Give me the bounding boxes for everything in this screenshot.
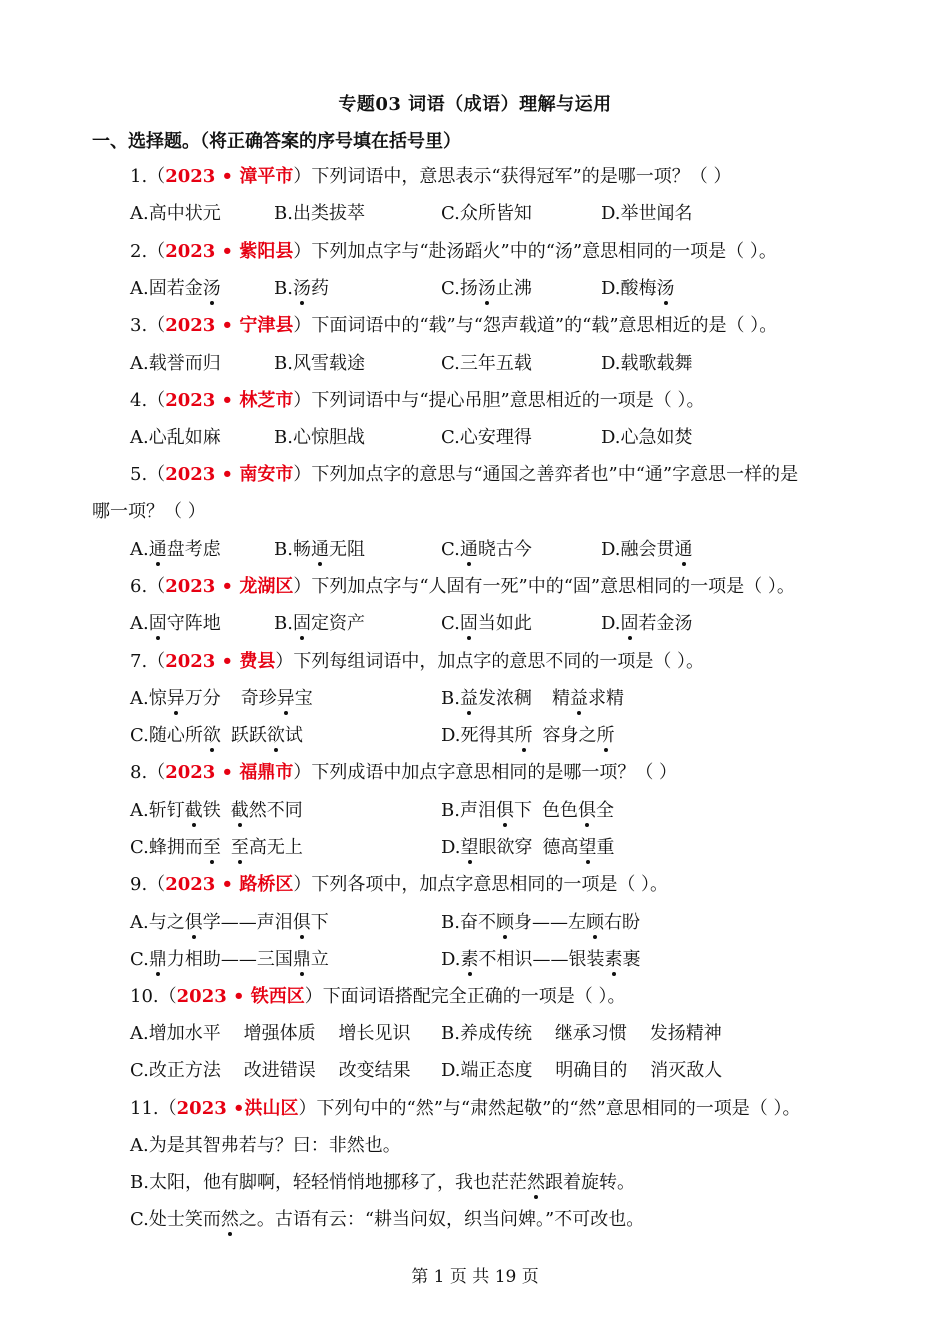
option-b: B.奋不顾身——左顾右盼	[441, 912, 640, 933]
option-d: D.举世闻名	[601, 203, 693, 224]
option-c: C.鼎力相助——三国鼎立	[130, 949, 329, 970]
section-heading: 一、选择题。（将正确答案的序号填在括号里）	[92, 131, 461, 152]
option-a: A.固若金汤	[130, 278, 221, 299]
option-b: B.养成传统 继承习惯 发扬精神	[441, 1023, 722, 1044]
question-1: 1.（2023 • 漳平市）下列词语中，意思表示“获得冠军”的是哪一项？（ ）	[130, 166, 732, 187]
question-7: 7.（2023 • 费县）下列每组词语中，加点字的意思不同的一项是（ ）。	[130, 651, 705, 672]
question-5-continuation: 哪一项？（ ）	[92, 501, 206, 522]
option-a: A.载誉而归	[130, 353, 221, 374]
option-b: B.太阳，他有脚啊，轻轻悄悄地挪移了，我也茫茫然跟着旋转。	[130, 1172, 635, 1193]
option-d: D.载歌载舞	[601, 353, 693, 374]
option-d: D.死得其所 容身之所	[441, 725, 615, 746]
option-a: A.惊异万分 奇珍异宝	[130, 688, 313, 709]
option-b: B.风雪载途	[274, 353, 365, 374]
option-b: B.畅通无阻	[274, 539, 365, 560]
option-d: D.酸梅汤	[601, 278, 675, 299]
option-b: B.声泪俱下 色色俱全	[441, 800, 614, 821]
option-d: D.望眼欲穿 德高望重	[441, 837, 615, 858]
option-b: B.益发浓稠 精益求精	[441, 688, 624, 709]
question-5: 5.（2023 • 南安市）下列加点字的意思与“通国之善弈者也”中“通”字意思一样的是	[130, 464, 799, 485]
question-3: 3.（2023 • 宁津县）下面词语中的“载”与“怨声载道”的“载”意思相近的是（ ）。	[130, 315, 778, 336]
option-a: A.与之俱学——声泪俱下	[130, 912, 329, 933]
option-b: B.固定资产	[274, 613, 365, 634]
option-a: A.增加水平 增强体质 增长见识	[130, 1023, 411, 1044]
option-c: C.处士笑而然之。古语有云：“耕当问奴，织当问婢。”不可改也。	[130, 1209, 645, 1230]
option-b: B.心惊胆战	[274, 427, 365, 448]
option-d: D.心急如焚	[601, 427, 693, 448]
question-2: 2.（2023 • 紫阳县）下列加点字与“赴汤蹈火”中的“汤”意思相同的一项是（ ）。	[130, 241, 777, 262]
option-a: A.心乱如麻	[130, 427, 221, 448]
question-4: 4.（2023 • 林芝市）下列词语中与“提心吊胆”意思相近的一项是（ ）。	[130, 390, 705, 411]
question-6: 6.（2023 • 龙湖区）下列加点字与“人固有一死”中的“固”意思相同的一项是（ ）。	[130, 576, 795, 597]
option-c: C.固当如此	[441, 613, 532, 634]
question-10: 10.（2023 • 铁西区）下面词语搭配完全正确的一项是（ ）。	[130, 986, 626, 1007]
option-d: D.端正态度 明确目的 消灭敌人	[441, 1060, 723, 1081]
option-c: C.蜂拥而至 至高无上	[130, 837, 303, 858]
option-a: A.斩钉截铁 截然不同	[130, 800, 303, 821]
option-b: B.汤药	[274, 278, 329, 299]
option-d: D.素不相识——银装素裹	[441, 949, 641, 970]
option-d: D.固若金汤	[601, 613, 693, 634]
option-c: C.众所皆知	[441, 203, 532, 224]
option-c: C.通晓古今	[441, 539, 532, 560]
option-a: A.固守阵地	[130, 613, 221, 634]
option-a: A.为是其智弗若与？曰：非然也。	[130, 1135, 401, 1156]
question-11: 11.（2023 •洪山区）下列句中的“然”与“肃然起敬”的“然”意思相同的一项是（ ）。	[130, 1098, 801, 1119]
option-c: C.三年五载	[441, 353, 532, 374]
option-c: C.扬汤止沸	[441, 278, 532, 299]
option-a: A.通盘考虑	[130, 539, 221, 560]
option-c: C.改正方法 改进错误 改变结果	[130, 1060, 411, 1081]
option-c: C.心安理得	[441, 427, 532, 448]
question-9: 9.（2023 • 路桥区）下列各项中，加点字意思相同的一项是（ ）。	[130, 874, 669, 895]
option-b: B.出类拔萃	[274, 203, 365, 224]
option-d: D.融会贯通	[601, 539, 693, 560]
page-title: 专题03 词语（成语）理解与运用	[338, 94, 612, 115]
option-a: A.高中状元	[130, 203, 221, 224]
question-8: 8.（2023 • 福鼎市）下列成语中加点字意思相同的是哪一项？（ ）	[130, 762, 678, 783]
page-footer: 第 1 页 共 19 页	[411, 1267, 539, 1287]
option-c: C.随心所欲 跃跃欲试	[130, 725, 303, 746]
